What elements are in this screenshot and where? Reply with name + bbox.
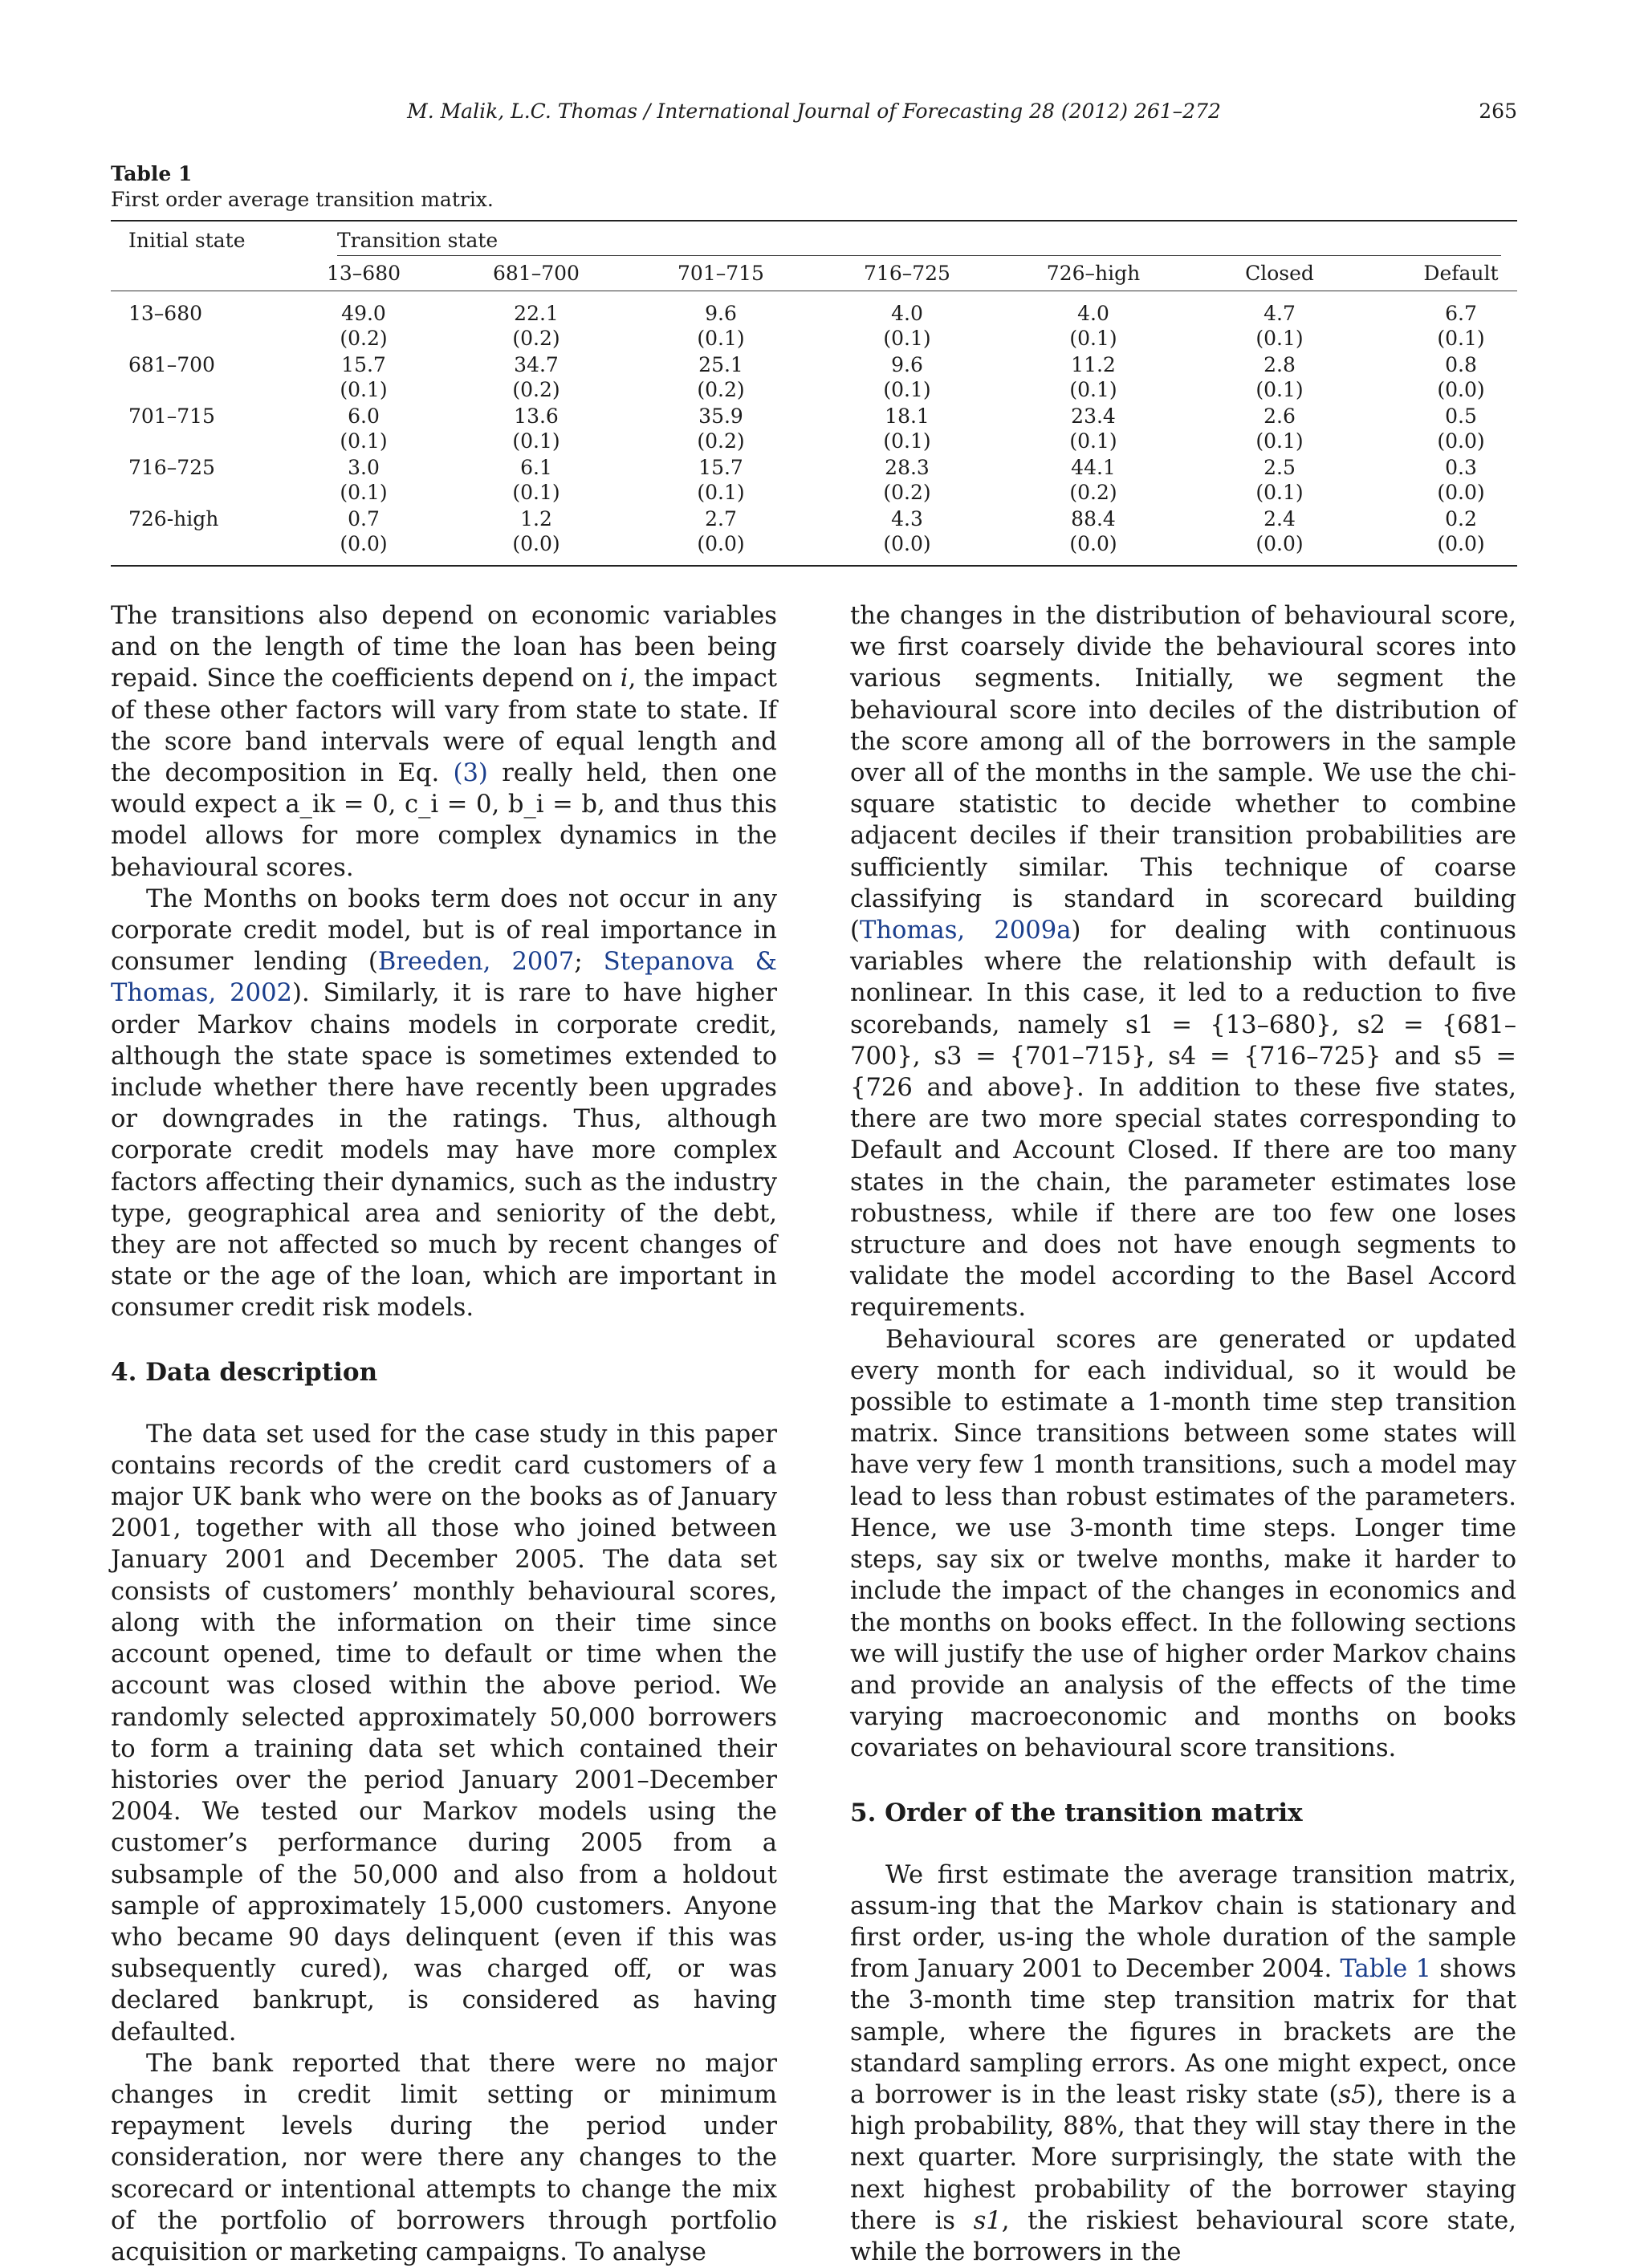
table-cell-value: 0.5	[1445, 404, 1477, 428]
table-top-rule	[111, 220, 1517, 222]
paragraph: The Months on books term does not occur in any corporate credit model, but is of real importance in consumer lending (Breeden, 2007; Stepanova & Thomas, 2002). Similarly, it is rare to have higher order Markov chains models in corporate credit, although the state space is sometimes extended to include whether there have recently been upgrades or downgrades in the ratings. Thus, although corporate credit models may have more complex factors affecting their dynamics, such as the industry type, geographical area and seniority of the debt, they are not affected so much by recent changes of state or the age of the loan, which are important in consumer credit risk models.	[111, 884, 777, 1323]
table-cell-value: 0.3	[1445, 456, 1477, 479]
column-group-rule	[337, 255, 1501, 256]
table-cell-error: (0.2)	[1069, 481, 1117, 504]
table-cell-error: (0.0)	[1437, 429, 1485, 453]
paragraph: the changes in the distribution of behavioural score, we first coarsely divide the behavioural scores into various segments. Initially, we segment the behavioural score into deciles of the distribution of the score among all of the borrowers in the sample over all of the months in the sample. We use the chi-square statistic to decide whether to combine adjacent deciles if their transition probabilities are sufficiently similar. This technique of coarse classifying is standard in scorecard building (Thomas, 2009a) for dealing with continuous variables where the relationship with default is nonlinear. In this case, it led to a reduction to five scorebands, namely s1 = {13–680}, s2 = {681–700}, s3 = {701–715}, s4 = {716–725} and s5 = {726 and above}. In addition to these five states, there are two more special states corresponding to Default and Account Closed. If there are too many states in the chain, the parameter estimates lose robustness, while if there are too few one loses structure and does not have enough segments to validate the model according to the Basel Accord requirements.	[850, 602, 1516, 1323]
table-cell-error: (0.0)	[697, 532, 745, 555]
table-cell-error: (0.0)	[512, 532, 560, 555]
paragraph: Behavioural scores are generated or updated every month for each individual, so it would be possible to estimate a 1-month time step transition matrix. Since transitions between some states will have very few 1 month transitions, such a model may lead to less than robust estimates of the parameters. Hence, we use 3-month time steps. Longer time steps, say six or twelve months, make it harder to include the impact of the changes in economics and the months on books effect. In the following sections we will justify the use of higher order Markov chains and provide an analysis of the effects of the time varying macroeconomic and months on books covariates on behavioural score transitions.	[850, 1325, 1516, 1763]
column-header: 716–725	[864, 262, 950, 285]
paragraph: The transitions also depend on economic variables and on the length of time the loan has been being repaid. Since the coefficients depend on i, the impact of these other factors will vary from state to state. If the score band intervals were of equal length and the decomposition in Eq. (3) really held, then one would expect a_ik = 0, c_i = 0, b_i = b, and thus this model allows for more complex dynamics in the behavioural scores.	[111, 602, 778, 882]
table-cell-value: 22.1	[514, 302, 559, 325]
table-cell-error: (0.2)	[697, 378, 745, 401]
table-cell-value: 4.0	[1077, 302, 1109, 325]
column-header: 681–700	[493, 262, 580, 285]
row-header-label: Initial state	[128, 229, 246, 252]
citation-link[interactable]: Thomas, 2009a	[859, 917, 1072, 945]
table-cell-value: 0.7	[348, 507, 380, 530]
column-header: Closed	[1245, 262, 1314, 285]
table-cell-value: 2.4	[1264, 507, 1296, 530]
table-cell-value: 4.0	[891, 302, 923, 325]
table-cell-value: 3.0	[348, 456, 380, 479]
paragraph: The bank reported that there were no major changes in credit limit setting or minimum repayment levels during the period under consideration, nor were there any changes to the scorecard or intentional attempts to change the mix of the portfolio of borrowers through portfolio acquisition or marketing campaigns. To analyse	[111, 2049, 777, 2266]
row-state-label: 701–715	[128, 404, 215, 428]
table-cell-value: 11.2	[1071, 353, 1116, 376]
table-cell-error: (0.1)	[1437, 327, 1485, 350]
table-cell-error: (0.2)	[512, 378, 560, 401]
table-cell-error: (0.1)	[697, 327, 745, 350]
citation-link[interactable]: Stepanova & Thomas, 2002	[111, 948, 777, 1008]
table-cell-value: 15.7	[341, 353, 386, 376]
inline-math: a_ik = 0, c_i = 0, b_i = b	[285, 791, 597, 819]
table-cell-error: (0.0)	[1255, 532, 1304, 555]
table-cell-value: 9.6	[891, 353, 923, 376]
table-cell-error: (0.1)	[512, 481, 560, 504]
table-cell-value: 1.2	[520, 507, 552, 530]
table-cell-value: 2.6	[1264, 404, 1296, 428]
table-cell-error: (0.1)	[512, 429, 560, 453]
section-heading: 5. Order of the transition matrix	[850, 1798, 1303, 1827]
row-state-label: 13–680	[128, 302, 203, 325]
table-cell-value: 35.9	[698, 404, 743, 428]
table-bottom-rule	[111, 565, 1517, 567]
table-cell-value: 6.7	[1445, 302, 1477, 325]
column-header: 13–680	[326, 262, 401, 285]
table-cell-value: 13.6	[514, 404, 559, 428]
table-cell-error: (0.1)	[340, 481, 388, 504]
table-cell-error: (0.1)	[1255, 327, 1304, 350]
table-cell-error: (0.0)	[1437, 378, 1485, 401]
table-cell-value: 6.0	[348, 404, 380, 428]
table-cell-error: (0.1)	[883, 378, 931, 401]
table-cell-error: (0.0)	[1069, 532, 1117, 555]
column-header: 726–high	[1046, 262, 1141, 285]
table-cell-error: (0.1)	[1069, 378, 1117, 401]
table-cell-value: 28.3	[885, 456, 930, 479]
row-state-label: 726-high	[128, 507, 219, 530]
table-cell-value: 49.0	[341, 302, 386, 325]
table-cell-error: (0.2)	[883, 481, 931, 504]
table-cell-error: (0.0)	[1437, 532, 1485, 555]
paragraph: We first estimate the average transition matrix, assum-ing that the Markov chain is stationary and first order, us-ing the whole duration of the sample from January 2001 to December 2004. Table 1 shows the 3-month time step transition matrix for that sample, where the figures in brackets are the standard sampling errors. As one might expect, once a borrower is in the least risky state (s5), there is a high probability, 88%, that they will stay there in the next quarter. More surprisingly, the state with the next highest probability of the borrower staying there is s1, the riskiest behavioural score state, while the borrowers in the	[850, 1860, 1517, 2266]
right-column	[850, 600, 1516, 2268]
column-group-label: Transition state	[337, 229, 498, 252]
table-cell-error: (0.2)	[697, 429, 745, 453]
section-heading: 4. Data description	[111, 1357, 378, 1387]
table-cell-value: 9.6	[705, 302, 737, 325]
table-cell-value: 4.7	[1264, 302, 1296, 325]
page-number: 265	[1479, 100, 1517, 123]
row-state-label: 716–725	[128, 456, 215, 479]
table-cell-value: 0.8	[1445, 353, 1477, 376]
table-cell-error: (0.2)	[340, 327, 388, 350]
table-cell-error: (0.1)	[340, 429, 388, 453]
table-reference-link[interactable]: Table 1	[1340, 1955, 1432, 1984]
table-cell-error: (0.1)	[883, 327, 931, 350]
table-cell-value: 0.2	[1445, 507, 1477, 530]
table-cell-value: 2.5	[1264, 456, 1296, 479]
table-cell-value: 6.1	[520, 456, 552, 479]
left-column	[111, 600, 777, 2268]
table-cell-value: 25.1	[698, 353, 743, 376]
table-label: Table 1	[111, 162, 193, 185]
table-cell-error: (0.2)	[512, 327, 560, 350]
table-cell-value: 88.4	[1071, 507, 1116, 530]
column-header: Default	[1423, 262, 1499, 285]
table-cell-error: (0.1)	[1255, 429, 1304, 453]
table-cell-value: 34.7	[514, 353, 559, 376]
table-caption: First order average transition matrix.	[111, 188, 494, 211]
table-cell-error: (0.1)	[1255, 481, 1304, 504]
running-header	[111, 100, 1517, 132]
table-cell-error: (0.1)	[697, 481, 745, 504]
table-cell-value: 44.1	[1071, 456, 1116, 479]
table-cell-error: (0.1)	[883, 429, 931, 453]
citation-link[interactable]: Breeden, 2007	[377, 948, 575, 977]
table-cell-error: (0.0)	[883, 532, 931, 555]
table-cell-error: (0.1)	[1069, 429, 1117, 453]
table-cell-value: 18.1	[885, 404, 930, 428]
table-cell-error: (0.1)	[340, 378, 388, 401]
table-cell-value: 23.4	[1071, 404, 1116, 428]
running-title: M. Malik, L.C. Thomas / International Journal of Forecasting 28 (2012) 261–272	[407, 100, 1221, 123]
table-cell-value: 15.7	[698, 456, 743, 479]
row-state-label: 681–700	[128, 353, 215, 376]
table-cell-value: 2.7	[705, 507, 737, 530]
table-cell-error: (0.0)	[340, 532, 388, 555]
paragraph: The data set used for the case study in this paper contains records of the credit card customers of a major UK bank who were on the books as of January 2001, together with all those who joined between January 2001 and December 2005. The data set consists of customers’ monthly behavioural scores, along with the information on their time since account opened, time to default or time when the account was closed within the above period. We randomly selected approximately 50,000 borrowers to form a training data set which contained their histories over the period January 2001–December 2004. We tested our Markov models using the customer’s performance during 2005 from a subsample of the 50,000 and also from a holdout sample of approximately 15,000 customers. Anyone who became 90 days delinquent (even if this was subsequently cured), was charged off, or was declared bankrupt, is considered as having defaulted.	[111, 1420, 777, 2046]
table-cell-error: (0.1)	[1255, 378, 1304, 401]
table-cell-error: (0.0)	[1437, 481, 1485, 504]
inline-math: s1 = {13–680}, s2 = {681–700}, s3 = {701–715}, s4 = {716–725} and s5 = {726 and above}	[850, 1010, 1516, 1103]
table-cell-value: 2.8	[1264, 353, 1296, 376]
column-header: 701–715	[678, 262, 764, 285]
equation-reference[interactable]: (3)	[453, 759, 488, 788]
table-cell-value: 4.3	[891, 507, 923, 530]
table-cell-error: (0.1)	[1069, 327, 1117, 350]
